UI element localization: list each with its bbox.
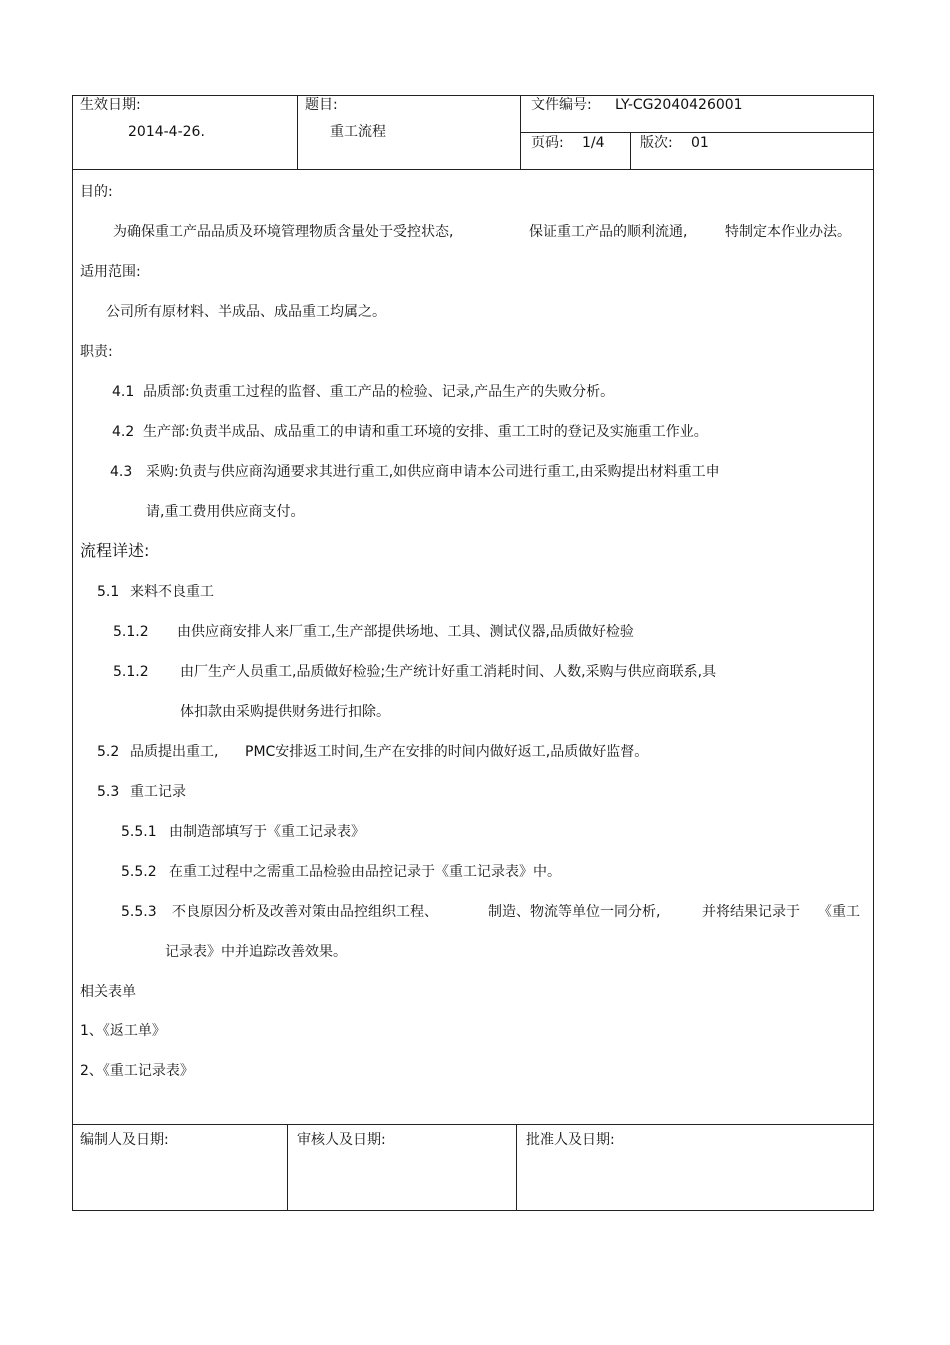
duties-title: 职责: bbox=[80, 344, 113, 360]
section-553-text-3: 并将结果记录于 bbox=[702, 904, 800, 920]
subject-label: 题目: bbox=[305, 97, 338, 113]
form-item-2: 2、《重工记录表》 bbox=[80, 1063, 194, 1079]
header-divider-3 bbox=[520, 132, 874, 133]
section-53-text: 重工记录 bbox=[130, 784, 186, 800]
section-553-text-4: 《重工 bbox=[818, 904, 860, 920]
duty-43-number: 4.3 bbox=[110, 464, 133, 480]
header-bottom-line bbox=[72, 169, 874, 170]
section-552-text: 在重工过程中之需重工品检验由品控记录于《重工记录表》中。 bbox=[169, 864, 561, 880]
duty-42-number: 4.2 bbox=[112, 424, 135, 440]
section-553-text-5: 记录表》中并追踪改善效果。 bbox=[165, 944, 347, 960]
section-53-number: 5.3 bbox=[97, 784, 120, 800]
section-553-text-2: 制造、物流等单位一同分析, bbox=[488, 904, 661, 920]
section-553-text-1: 不良原因分析及改善对策由品控组织工程、 bbox=[172, 904, 438, 920]
section-553-number: 5.5.3 bbox=[121, 904, 157, 920]
section-512a-number: 5.1.2 bbox=[113, 624, 149, 640]
purpose-title: 目的: bbox=[80, 184, 113, 200]
section-512b-text-1: 由厂生产人员重工,品质做好检验;生产统计好重工消耗时间、人数,采购与供应商联系,具 bbox=[180, 664, 717, 680]
footer-divider-1 bbox=[287, 1124, 288, 1211]
scope-text: 公司所有原材料、半成品、成品重工均属之。 bbox=[106, 304, 386, 320]
effective-date-label: 生效日期: bbox=[80, 97, 141, 113]
section-551-number: 5.5.1 bbox=[121, 824, 157, 840]
footer-divider-2 bbox=[516, 1124, 517, 1211]
form-item-1: 1、《返工单》 bbox=[80, 1023, 166, 1039]
duty-41-number: 4.1 bbox=[112, 384, 135, 400]
effective-date: 2014-4-26. bbox=[128, 124, 205, 140]
scope-title: 适用范围: bbox=[80, 264, 141, 280]
page-label: 页码: bbox=[531, 135, 564, 151]
section-51-text: 来料不良重工 bbox=[130, 584, 214, 600]
document-frame bbox=[72, 95, 874, 1211]
section-512b-number: 5.1.2 bbox=[113, 664, 149, 680]
purpose-text-3: 特制定本作业办法。 bbox=[725, 224, 851, 240]
header-divider-4 bbox=[630, 132, 631, 169]
section-52-text-2: PMC安排返工时间,生产在安排的时间内做好返工,品质做好监督。 bbox=[245, 744, 649, 760]
section-51-number: 5.1 bbox=[97, 584, 120, 600]
subject: 重工流程 bbox=[330, 124, 386, 140]
footer-top-line bbox=[72, 1124, 874, 1125]
doc-no-label: 文件编号: bbox=[531, 97, 592, 113]
doc-no: LY-CG2040426001 bbox=[615, 97, 743, 113]
duty-43-text-2: 请,重工费用供应商支付。 bbox=[146, 504, 305, 520]
header-divider-1 bbox=[297, 95, 298, 169]
section-552-number: 5.5.2 bbox=[121, 864, 157, 880]
section-52-text-1: 品质提出重工, bbox=[130, 744, 219, 760]
prepared-by-label: 编制人及日期: bbox=[80, 1132, 169, 1148]
approved-by-label: 批准人及日期: bbox=[526, 1132, 615, 1148]
section-551-text: 由制造部填写于《重工记录表》 bbox=[169, 824, 365, 840]
flow-title: 流程详述: bbox=[80, 541, 150, 560]
page-number: 1/4 bbox=[582, 135, 605, 151]
reviewed-by-label: 审核人及日期: bbox=[297, 1132, 386, 1148]
section-512a-text: 由供应商安排人来厂重工,生产部提供场地、工具、测试仪器,品质做好检验 bbox=[177, 624, 634, 640]
purpose-text-1: 为确保重工产品品质及环境管理物质含量处于受控状态, bbox=[113, 224, 454, 240]
forms-title: 相关表单 bbox=[80, 984, 136, 1000]
duty-43-text-1: 采购:负责与供应商沟通要求其进行重工,如供应商申请本公司进行重工,由采购提出材料重工申 bbox=[146, 464, 720, 480]
duty-42-text: 生产部:负责半成品、成品重工的申请和重工环境的安排、重工工时的登记及实施重工作业。 bbox=[143, 424, 708, 440]
version: 01 bbox=[691, 135, 709, 151]
duty-41-text: 品质部:负责重工过程的监督、重工产品的检验、记录,产品生产的失败分析。 bbox=[143, 384, 615, 400]
version-label: 版次: bbox=[640, 135, 673, 151]
purpose-text-2: 保证重工产品的顺利流通, bbox=[529, 224, 688, 240]
section-52-number: 5.2 bbox=[97, 744, 120, 760]
section-512b-text-2: 体扣款由采购提供财务进行扣除。 bbox=[180, 704, 390, 720]
